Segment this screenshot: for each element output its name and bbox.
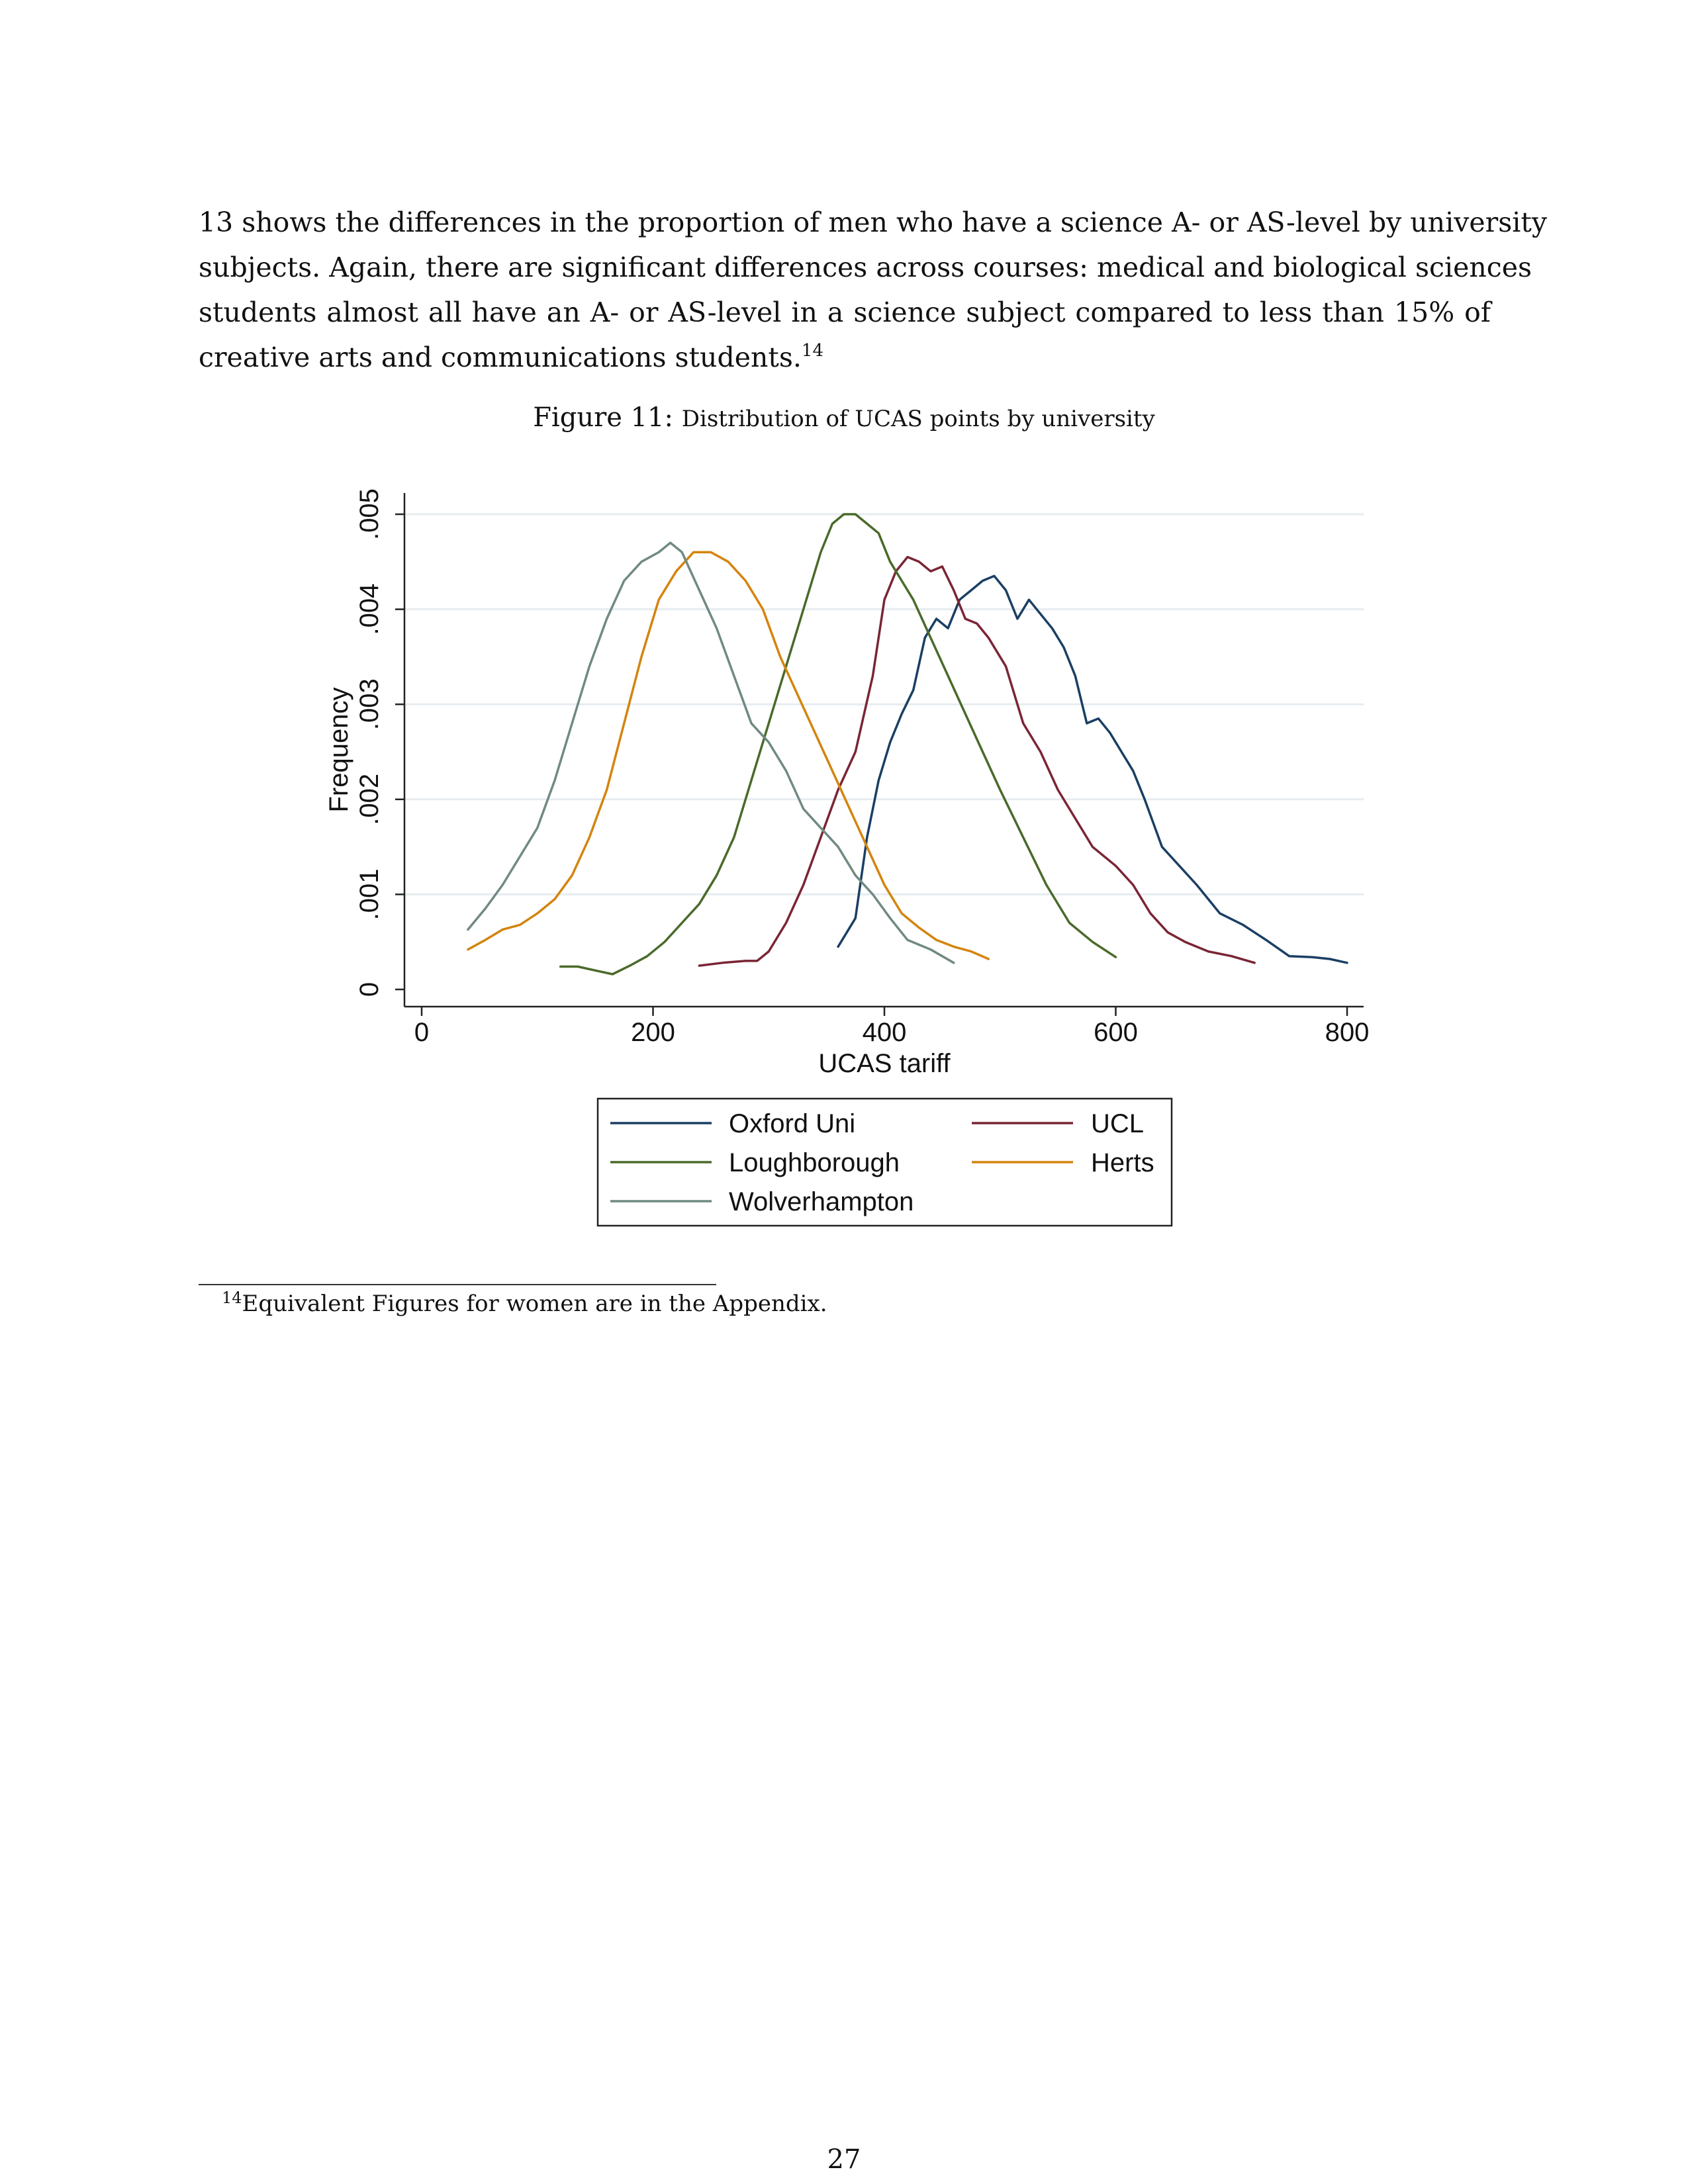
series-line-ucl: [699, 557, 1254, 966]
footnote-marker: 14: [222, 1289, 242, 1307]
axes: [355, 488, 1369, 1047]
x-tick-label: 400: [862, 1018, 907, 1047]
chart-legend: [598, 1099, 1172, 1226]
series-line-herts: [468, 552, 988, 959]
legend-label-ucl: UCL: [1091, 1109, 1145, 1138]
series-line-oxford-uni: [838, 576, 1347, 963]
figure-caption-text: Distribution of UCAS points by university: [681, 406, 1155, 432]
legend-label-loughborough: Loughborough: [729, 1148, 900, 1177]
x-tick-label: 600: [1094, 1018, 1138, 1047]
series-lines: [468, 514, 1347, 974]
x-tick-label: 0: [414, 1018, 430, 1047]
x-axis-label: UCAS tariff: [818, 1049, 951, 1078]
y-tick-label: .004: [355, 583, 384, 635]
series-line-wolverhampton: [468, 543, 954, 963]
y-tick-label: .001: [355, 868, 384, 921]
page-number: 27: [827, 2144, 861, 2175]
footnote-text: Equivalent Figures for women are in the Appendix.: [242, 1291, 827, 1317]
series-line-loughborough: [561, 514, 1116, 974]
paragraph-line: students almost all have an A- or AS-level in a science subject compared to less than 15% of: [199, 296, 1491, 328]
footnote: [222, 1291, 827, 1317]
y-axis-label: Frequency: [324, 687, 353, 813]
legend-label-wolverhampton: Wolverhampton: [729, 1187, 914, 1216]
legend-label-oxford-uni: Oxford Uni: [729, 1109, 856, 1138]
paragraph-line: subjects. Again, there are significant differences across courses: medical and biological sciences: [199, 251, 1532, 283]
footnote-rule: [199, 1284, 716, 1285]
y-tick-label: .002: [355, 773, 384, 825]
gridlines: [404, 514, 1364, 894]
paragraph-line: 13 shows the differences in the proportion of men who have a science A- or AS-level by university: [199, 206, 1548, 238]
x-tick-label: 800: [1325, 1018, 1370, 1047]
paragraph-line-text: creative arts and communications students.: [199, 341, 802, 373]
y-tick-label: 0: [355, 981, 384, 997]
x-tick-label: 200: [631, 1018, 675, 1047]
legend-label-herts: Herts: [1091, 1148, 1154, 1177]
footnote-reference: 14: [801, 341, 824, 361]
figure-label: Figure 11:: [533, 402, 673, 433]
y-tick-label: .005: [355, 488, 384, 540]
y-tick-label: .003: [355, 678, 384, 731]
